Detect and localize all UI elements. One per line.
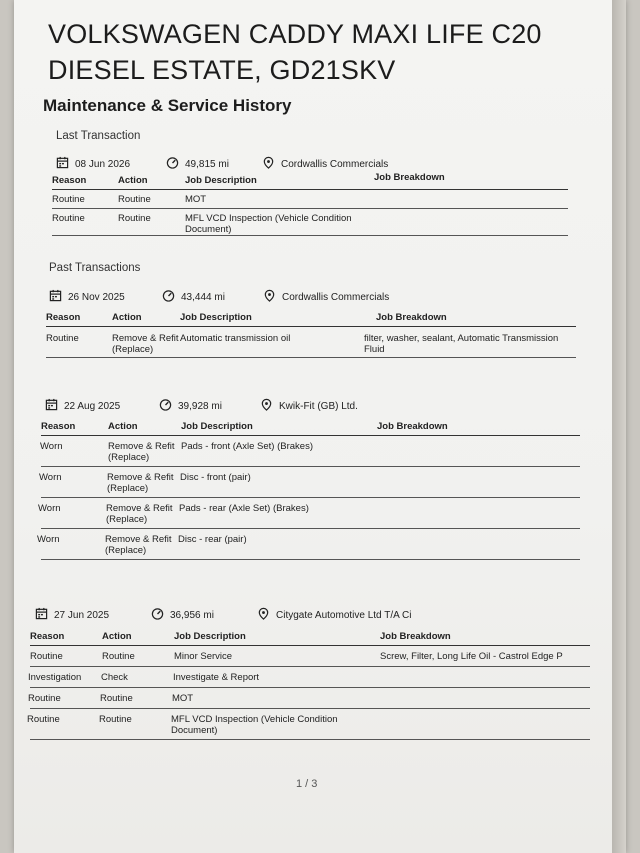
- location-pin-icon: [263, 289, 276, 305]
- table-header: [52, 172, 568, 189]
- calendar-icon: [35, 607, 48, 623]
- transaction-garage: Cordwallis Commercials: [281, 158, 389, 170]
- table-header: [30, 631, 590, 645]
- location-pin-icon: [262, 156, 275, 172]
- transaction-date: 22 Aug 2025: [64, 400, 121, 412]
- table-row: Worn Remove & Refit (Replace) Pads - front (Axle Set) (Brakes): [40, 441, 313, 463]
- last-transaction-label: Last Transaction: [56, 130, 141, 142]
- table-row: Worn Remove & Refit (Replace) Pads - rear (Axle Set) (Brakes): [38, 503, 309, 525]
- header-job-description: Job Description: [180, 312, 252, 323]
- header-job-breakdown: Job Breakdown: [380, 631, 451, 642]
- transaction-meta: [49, 289, 579, 305]
- transaction-date: 27 Jun 2025: [54, 609, 110, 621]
- transaction-meta: [45, 398, 585, 414]
- transaction-table: [52, 172, 568, 236]
- table-row: Routine Routine MOT: [52, 194, 207, 205]
- past-transactions-label: Past Transactions: [49, 262, 141, 274]
- transaction-garage: Citygate Automotive Ltd T/A Ci: [276, 609, 412, 621]
- table-row: Worn Remove & Refit (Replace) Disc - rear (pair): [37, 534, 247, 556]
- transaction-meta: [35, 607, 595, 623]
- table-header: [41, 421, 580, 435]
- header-reason: Reason: [41, 421, 76, 432]
- section-title: Maintenance & Service History: [43, 96, 292, 115]
- table-header: [46, 312, 576, 326]
- speedometer-icon: [166, 156, 179, 172]
- header-action: Action: [112, 312, 142, 323]
- header-action: Action: [108, 421, 138, 432]
- table-row: Worn Remove & Refit (Replace) Disc - front (pair): [39, 472, 251, 494]
- transaction-garage: Kwik-Fit (GB) Ltd.: [279, 400, 358, 412]
- table-row: Investigation Check Investigate & Report: [28, 672, 260, 683]
- header-job-breakdown: Job Breakdown: [377, 421, 448, 432]
- header-job-breakdown: Job Breakdown: [376, 312, 447, 323]
- transaction-mileage: 43,444 mi: [181, 291, 225, 303]
- location-pin-icon: [260, 398, 273, 414]
- calendar-icon: [49, 289, 62, 305]
- header-action: Action: [118, 175, 148, 186]
- page-shadow: [612, 0, 626, 853]
- calendar-icon: [45, 398, 58, 414]
- transaction-date: 08 Jun 2026: [75, 158, 131, 170]
- table-row: Routine Remove & Refit (Replace) Automatic transmission oil filter, washer, sealant, Automatic Transmission Fluid: [46, 333, 559, 355]
- header-action: Action: [102, 631, 132, 642]
- table-row: Routine Routine MFL VCD Inspection (Vehicle Condition Document): [27, 714, 338, 736]
- vehicle-title: VOLKSWAGEN CADDY MAXI LIFE C20 DIESEL ESTATE, GD21SKV: [48, 19, 542, 85]
- page-indicator: 1 / 3: [296, 778, 318, 790]
- transaction-meta: [56, 156, 576, 172]
- transaction-table: [46, 312, 576, 358]
- table-row: Routine Routine MFL VCD Inspection (Vehicle Condition Document): [52, 213, 352, 235]
- transaction-table: [37, 421, 580, 560]
- header-job-description: Job Description: [181, 421, 253, 432]
- transaction-date: 26 Nov 2025: [68, 291, 125, 303]
- header-reason: Reason: [30, 631, 65, 642]
- location-pin-icon: [257, 607, 270, 623]
- speedometer-icon: [151, 607, 164, 623]
- table-row: Routine Routine MOT: [28, 693, 194, 704]
- speedometer-icon: [159, 398, 172, 414]
- transaction-garage: Cordwallis Commercials: [282, 291, 390, 303]
- table-row: Routine Routine Minor Service Screw, Filter, Long Life Oil - Castrol Edge P: [30, 651, 563, 662]
- transaction-mileage: 36,956 mi: [170, 609, 214, 621]
- header-reason: Reason: [46, 312, 81, 323]
- header-job-description: Job Description: [185, 175, 257, 186]
- speedometer-icon: [162, 289, 175, 305]
- header-reason: Reason: [52, 175, 87, 186]
- calendar-icon: [56, 156, 69, 172]
- transaction-table: [27, 631, 590, 740]
- header-job-description: Job Description: [174, 631, 246, 642]
- transaction-mileage: 49,815 mi: [185, 158, 229, 170]
- header-job-breakdown: Job Breakdown: [374, 172, 445, 183]
- transaction-mileage: 39,928 mi: [178, 400, 222, 412]
